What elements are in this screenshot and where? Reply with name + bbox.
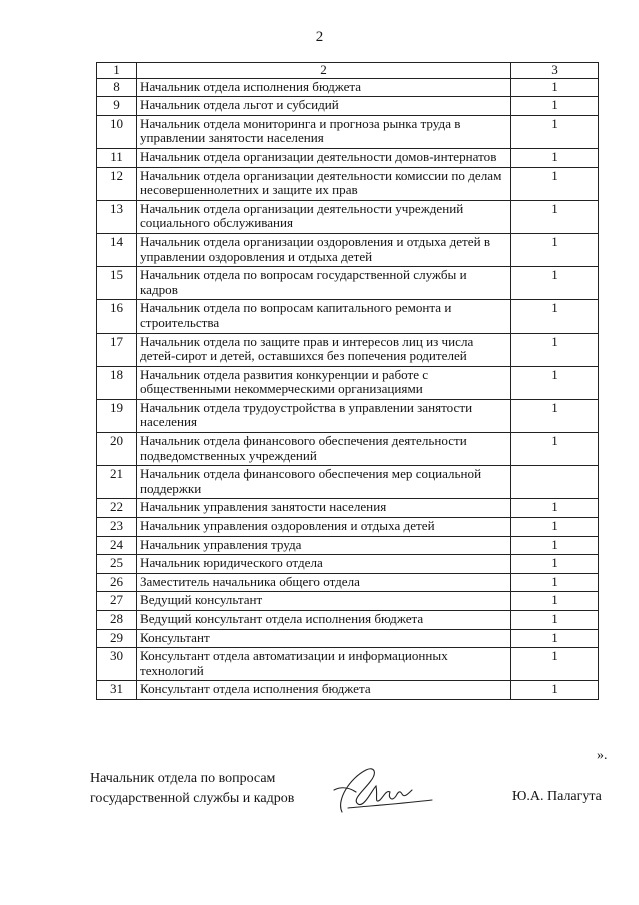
signatory-title — [90, 769, 294, 809]
row-number: 9 — [97, 97, 137, 116]
row-number: 12 — [97, 167, 137, 200]
table-row — [97, 97, 599, 116]
position-count: 1 — [511, 433, 599, 466]
position-name: Начальник отдела финансового обеспечения мер социальной поддержки — [137, 466, 511, 499]
table-row — [97, 592, 599, 611]
position-name: Консультант отдела автоматизации и информационных технологий — [137, 648, 511, 681]
position-name: Консультант отдела исполнения бюджета — [137, 681, 511, 700]
row-number: 29 — [97, 629, 137, 648]
table-row — [97, 115, 599, 148]
table-row — [97, 555, 599, 574]
position-count: 1 — [511, 629, 599, 648]
position-count: 1 — [511, 333, 599, 366]
position-count: 1 — [511, 681, 599, 700]
position-name: Начальник отдела мониторинга и прогноза рынка труда в управлении занятости населения — [137, 115, 511, 148]
header-col-3: 3 — [511, 63, 599, 79]
table-row — [97, 611, 599, 630]
row-number: 10 — [97, 115, 137, 148]
header-col-1: 1 — [97, 63, 137, 79]
position-count: 1 — [511, 233, 599, 266]
table-row — [97, 573, 599, 592]
position-count: 1 — [511, 148, 599, 167]
table-row — [97, 466, 599, 499]
position-name: Начальник отдела организации оздоровления и отдыха детей в управлении оздоровления и отдыха детей — [137, 233, 511, 266]
position-count: 1 — [511, 78, 599, 97]
row-number: 19 — [97, 399, 137, 432]
row-number: 20 — [97, 433, 137, 466]
position-count: 1 — [511, 648, 599, 681]
row-number: 27 — [97, 592, 137, 611]
position-count: 1 — [511, 499, 599, 518]
position-count: 1 — [511, 611, 599, 630]
position-count: 1 — [511, 399, 599, 432]
position-name: Начальник отдела организации деятельности учреждений социального обслуживания — [137, 200, 511, 233]
signatory-title-line-1: Начальник отдела по вопросам — [90, 771, 276, 786]
position-name: Начальник управления оздоровления и отдыха детей — [137, 518, 511, 537]
table-row — [97, 399, 599, 432]
table-row — [97, 300, 599, 333]
row-number: 16 — [97, 300, 137, 333]
position-name: Начальник управления занятости населения — [137, 499, 511, 518]
row-number: 11 — [97, 148, 137, 167]
row-number: 28 — [97, 611, 137, 630]
position-count: 1 — [511, 115, 599, 148]
position-name: Начальник отдела организации деятельности домов-интернатов — [137, 148, 511, 167]
position-count: 1 — [511, 300, 599, 333]
table-row — [97, 148, 599, 167]
position-count: 1 — [511, 167, 599, 200]
table-row — [97, 499, 599, 518]
position-count: 1 — [511, 200, 599, 233]
signatory-title-line-2: государственной службы и кадров — [90, 791, 295, 806]
position-count: 1 — [511, 573, 599, 592]
position-name: Начальник отдела по вопросам государственной службы и кадров — [137, 267, 511, 300]
position-name: Начальник отдела развития конкуренции и работе с общественными некоммерческими организациями — [137, 366, 511, 399]
table-header-row — [97, 63, 599, 79]
table-row — [97, 333, 599, 366]
table-row — [97, 629, 599, 648]
closing-quote: ». — [597, 748, 608, 763]
handwritten-signature — [328, 760, 438, 822]
row-number: 30 — [97, 648, 137, 681]
signatory-name: Ю.А. Палагута — [512, 789, 602, 804]
row-number: 24 — [97, 536, 137, 555]
position-name: Начальник отдела по защите прав и интересов лиц из числа детей-сирот и детей, оставшихся без попечения родителей — [137, 333, 511, 366]
table-row — [97, 267, 599, 300]
position-name: Начальник отдела льгот и субсидий — [137, 97, 511, 116]
row-number: 8 — [97, 78, 137, 97]
position-name: Начальник отдела по вопросам капитального ремонта и строительства — [137, 300, 511, 333]
row-number: 22 — [97, 499, 137, 518]
row-number: 21 — [97, 466, 137, 499]
header-col-2: 2 — [137, 63, 511, 79]
row-number: 23 — [97, 518, 137, 537]
position-count: 1 — [511, 592, 599, 611]
table-row — [97, 233, 599, 266]
row-number: 13 — [97, 200, 137, 233]
position-name: Начальник отдела организации деятельности комиссии по делам несовершеннолетних и защите их прав — [137, 167, 511, 200]
table-row — [97, 433, 599, 466]
position-count: 1 — [511, 536, 599, 555]
position-name: Начальник управления труда — [137, 536, 511, 555]
table-row — [97, 518, 599, 537]
row-number: 18 — [97, 366, 137, 399]
row-number: 31 — [97, 681, 137, 700]
row-number: 26 — [97, 573, 137, 592]
position-count: 1 — [511, 518, 599, 537]
table-row — [97, 200, 599, 233]
position-name: Начальник отдела трудоустройства в управлении занятости населения — [137, 399, 511, 432]
position-count: 1 — [511, 97, 599, 116]
row-number: 14 — [97, 233, 137, 266]
position-name: Ведущий консультант — [137, 592, 511, 611]
table-row — [97, 536, 599, 555]
position-name: Ведущий консультант отдела исполнения бюджета — [137, 611, 511, 630]
positions-table — [96, 62, 599, 700]
position-count: 1 — [511, 267, 599, 300]
position-count: 1 — [511, 555, 599, 574]
table-row — [97, 167, 599, 200]
position-count — [511, 466, 599, 499]
position-name: Заместитель начальника общего отдела — [137, 573, 511, 592]
position-name: Начальник отдела финансового обеспечения деятельности подведомственных учреждений — [137, 433, 511, 466]
position-name: Начальник юридического отдела — [137, 555, 511, 574]
row-number: 17 — [97, 333, 137, 366]
position-name: Начальник отдела исполнения бюджета — [137, 78, 511, 97]
page-number: 2 — [315, 29, 324, 45]
table-row — [97, 681, 599, 700]
position-count: 1 — [511, 366, 599, 399]
row-number: 25 — [97, 555, 137, 574]
position-name: Консультант — [137, 629, 511, 648]
table-row — [97, 78, 599, 97]
row-number: 15 — [97, 267, 137, 300]
table-row — [97, 648, 599, 681]
table-row — [97, 366, 599, 399]
